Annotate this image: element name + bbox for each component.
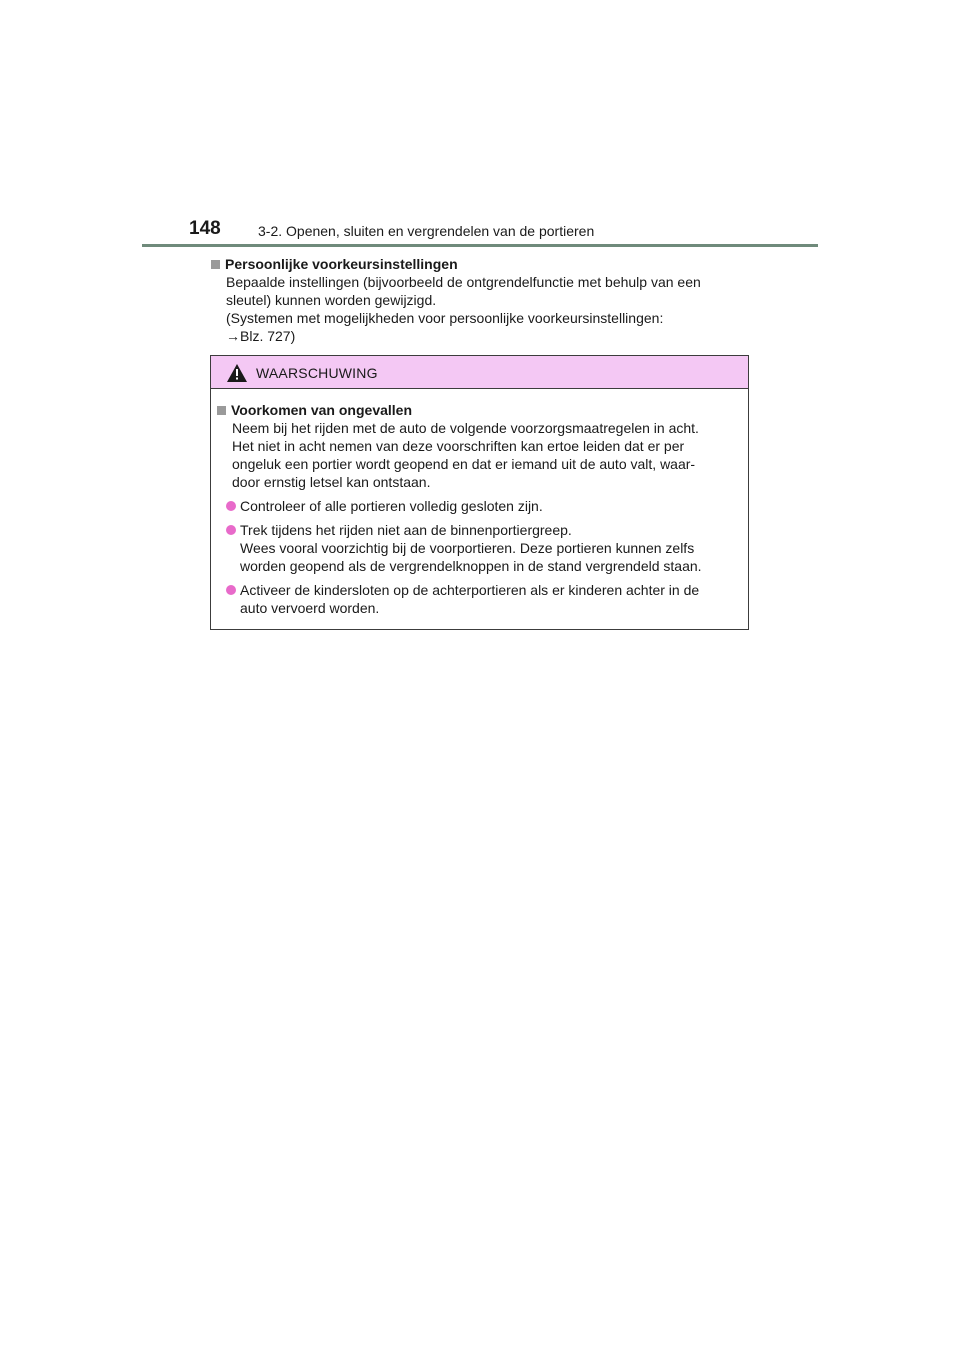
warning-triangle-icon xyxy=(227,364,247,382)
header-divider xyxy=(142,244,818,247)
bullet-line: Controleer of alle portieren volledig gesloten zijn. xyxy=(240,498,543,514)
warning-intro-line: door ernstig letsel kan ontstaan. xyxy=(232,474,431,490)
warning-bullet-item xyxy=(217,497,744,515)
warning-title: WAARSCHUWING xyxy=(256,365,378,381)
warning-bullet-item xyxy=(217,581,744,617)
pink-dot-bullet-icon xyxy=(226,585,236,595)
pink-dot-bullet-icon xyxy=(226,501,236,511)
section-text-line: (Systemen met mogelijkheden voor persoonlijke voorkeursinstellingen: xyxy=(226,310,664,326)
square-bullet-icon xyxy=(217,406,226,415)
bullet-line: auto vervoerd worden. xyxy=(240,600,380,616)
page-reference xyxy=(211,327,751,345)
section-text-line: sleutel) kunnen worden gewijzigd. xyxy=(226,292,437,308)
warning-intro xyxy=(217,419,744,491)
chapter-title: 3-2. Openen, sluiten en vergrendelen van de portieren xyxy=(258,223,595,239)
warning-intro-line: ongeluk een portier wordt geopend en dat er iemand uit de auto valt, waar- xyxy=(232,456,696,472)
personal-settings-section xyxy=(211,255,751,345)
page-reference-text: Blz. 727) xyxy=(240,328,296,344)
bullet-line: Wees vooral voorzichtig bij de voorportieren. Deze portieren kunnen zelfs xyxy=(240,540,695,556)
pink-dot-bullet-icon xyxy=(226,525,236,535)
bullet-line: Activeer de kindersloten op de achterportieren als er kinderen achter in de xyxy=(240,582,700,598)
warning-bullet-item xyxy=(217,521,744,575)
bullet-line: worden geopend als de vergrendelknoppen in de stand vergrendeld staan. xyxy=(240,558,702,574)
warning-box xyxy=(210,355,749,630)
section-heading xyxy=(211,255,751,273)
warning-intro-line: Het niet in acht nemen van deze voorschriften kan ertoe leiden dat er per xyxy=(232,438,685,454)
warning-header xyxy=(211,356,748,389)
arrow-right-icon: → xyxy=(226,328,240,344)
warning-intro-line: Neem bij het rijden met de auto de volgende voorzorgsmaatregelen in acht. xyxy=(232,420,699,436)
bullet-line: Trek tijdens het rijden niet aan de binnenportiergreep. xyxy=(240,522,572,538)
section-title: Persoonlijke voorkeursinstellingen xyxy=(225,256,458,272)
square-bullet-icon xyxy=(211,260,220,269)
section-text-line: Bepaalde instellingen (bijvoorbeeld de ontgrendelfunctie met behulp van een xyxy=(226,274,701,290)
warning-subheading xyxy=(217,401,744,419)
warning-subtitle: Voorkomen van ongevallen xyxy=(231,402,413,418)
warning-body xyxy=(217,401,744,617)
page-number: 148 xyxy=(189,218,221,239)
